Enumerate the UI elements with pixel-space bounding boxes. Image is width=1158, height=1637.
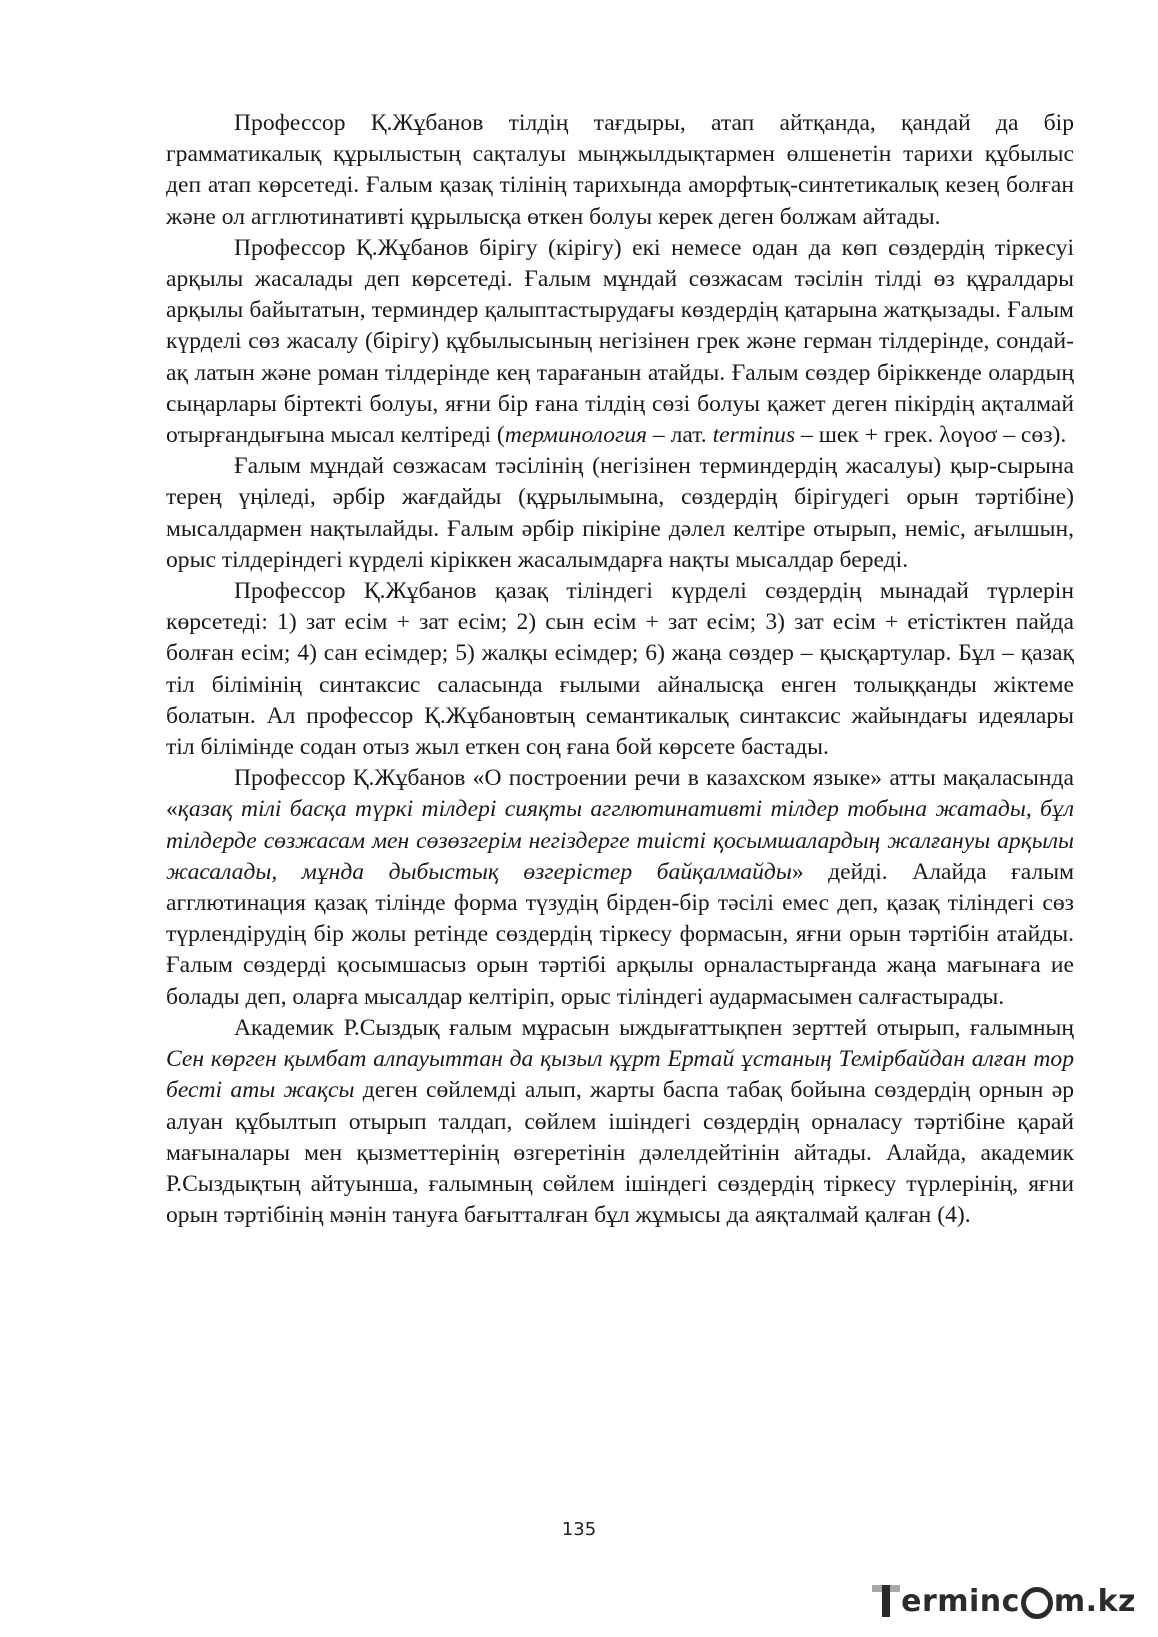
text-run: Ғалым мұндай сөзжасам тәсілінің (негізінен терминдердің жасалуы) қыр-сырына терең үңіледі, әрбір жағдайды (құрылымына, сөздердің бірігудегі орын тәртібіне) мысалдармен нақтылайды. Ғалым әрбір пікіріне дәлел келтіре отырып, неміс, ағылшын, орыс тілдеріндегі күрделі кіріккен жасалымдарға нақты мысалдар береді. bbox=[166, 453, 1074, 573]
logo-text-middle: erminc bbox=[901, 1583, 1020, 1619]
logo-text-suffix: m.kz bbox=[1053, 1583, 1136, 1619]
text-run: Профессор Қ.Жұбанов тілдің тағдыры, атап айтқанда, қандай да бір грамматикалық құрылыстың сақталуы мыңжылдықтармен өлшенетін тарихи құбылыс деп атап көрсетеді. Ғалым қазақ тілінің тарихында аморфтық-синтетикалық кезең болған және ол агглютинативті құрылысқа өткен болуы керек деген болжам айтады. bbox=[166, 110, 1074, 230]
paragraph-3 bbox=[166, 451, 1074, 576]
logo-t-icon bbox=[872, 1583, 900, 1619]
paragraph-2 bbox=[166, 233, 1074, 451]
text-run: – лат. bbox=[647, 422, 713, 449]
logo-o-ring-icon bbox=[1021, 1587, 1053, 1619]
text-run: Академик Р.Сыздық ғалым мұрасын ыждығаттықпен зерттей отырып, ғалымның bbox=[234, 1014, 1074, 1041]
termincom-logo bbox=[872, 1583, 1136, 1619]
paragraph-4 bbox=[166, 576, 1074, 763]
paragraph-1 bbox=[166, 108, 1074, 233]
document-body bbox=[166, 108, 1074, 1231]
text-run: деген сөйлемді алып, жарты баспа табақ бойына сөздердің орнын әр алуан құбылтып отырып талдап, сөйлем ішіндегі сөздердің орналасу тәртібіне қарай мағыналары мен қызметтерінің өзгеретінін дәлелдейтінін айтады. Алайда, академик Р.Сыздықтың айтуынша, ғалымның сөйлем ішіндегі сөздердің тіркесу түрлерінің, яғни орын тәртібінің мәнін тануға бағытталған бұл жұмысы да аяқталмай қалған (4). bbox=[166, 1077, 1074, 1229]
italic-run: terminus bbox=[712, 422, 796, 449]
page-number: 135 bbox=[561, 1519, 597, 1540]
paragraph-5 bbox=[166, 763, 1074, 1013]
paragraph-6 bbox=[166, 1013, 1074, 1231]
italic-run: терминология bbox=[504, 422, 648, 449]
italic-run: қазақ тілі басқа түркі тілдері сияқты агглютинативті тілдер тобына жатады, бұл тілдерде сөзжасам мен сөзөзгерім негіздерге тиісті қосымшалардың жалғануы арқылы жасалады, мұнда дыбыстық өзгерістер байқалмайды bbox=[166, 796, 1074, 885]
italic-run: Сен көрген қымбат алпауыттан да қызыл құрт Ертай ұстаның Темірбайдан алған тор бесті аты жақсы bbox=[166, 1046, 1074, 1104]
text-run: » дейді. Алайда ғалым агглютинация қазақ тілінде форма түзудің бірден-бір тәсілі емес деп, қазақ тіліндегі сөз түрлендірудің бір жолы ретінде сөздердің тіркесу формасын, яғни орын тәртібін атайды. Ғалым сөздерді қосымшасыз орын тәртібі арқылы орналастырғанда жаңа мағынаға ие болады деп, оларға мысалдар келтіріп, орыс тіліндегі аудармасымен салғастырады. bbox=[166, 858, 1074, 1010]
text-run: Профессор Қ.Жұбанов «О построении речи в казахском языке» атты мақаласында « bbox=[166, 765, 1074, 823]
text-run: Профессор Қ.Жұбанов қазақ тіліндегі күрделі сөздердің мынадай түрлерін көрсетеді: 1) зат есім + зат есім; 2) сын есім + зат есім; 3) зат есім + етістіктен пайда болған есім; 4) сан есімдер; 5) жалқы есімдер; 6) жаңа сөздер – қысқартулар. Бұл – қазақ тіл білімінің синтаксис саласында ғылыми айналысқа енген толыққанды жіктеме болатын. Ал профессор Қ.Жұбановтың семантикалық синтаксис жайындағы идеялары тіл білімінде содан отыз жыл еткен соң ғана бой көрсете бастады. bbox=[166, 578, 1074, 761]
text-run: – шек + грек. λογοσ – сөз). bbox=[795, 422, 1067, 449]
text-run: Профессор Қ.Жұбанов бірігу (кірігу) екі немесе одан да көп сөздердің тіркесуі арқылы жасалады деп көрсетеді. Ғалым мұндай сөзжасам тәсілін тілді өз құралдары арқылы байытатын, терминдер қалыптастырудағы көздердің қатарына жатқызады. Ғалым күрделі сөз жасалу (бірігу) құбылысының негізінен грек және герман тілдерінде, сондай-ақ латын және роман тілдерінде кең тарағанын атайды. Ғалым сөздер біріккенде олардың сыңарлары біртекті болуы, яғни бір ғана тілдің сөзі болуы қажет деген пікірдің ақталмай отырғандығына мысал келтіреді ( bbox=[166, 234, 1074, 449]
